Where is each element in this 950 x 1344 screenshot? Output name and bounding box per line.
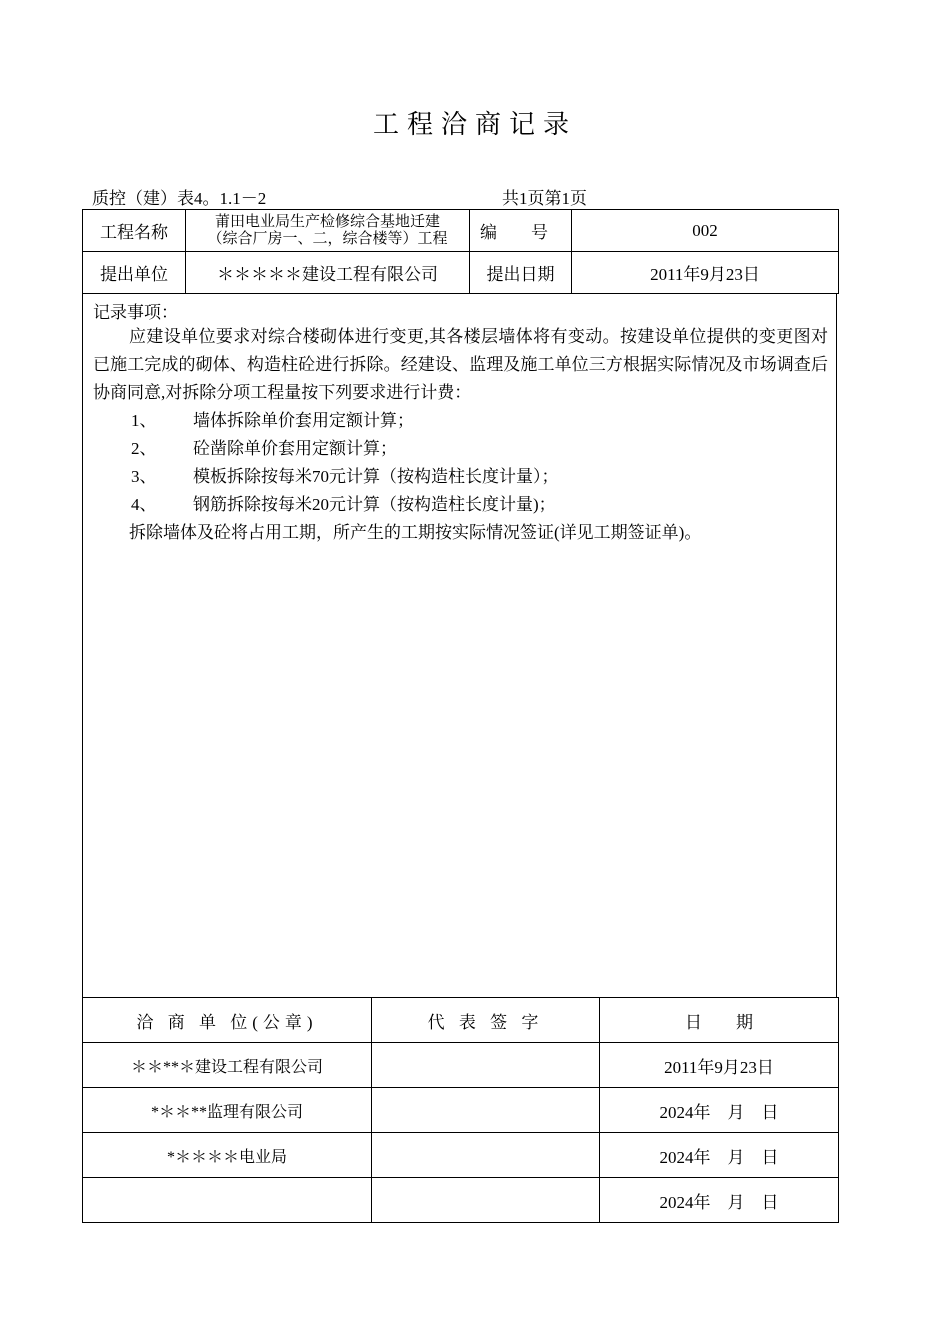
signature-row [83, 1178, 839, 1223]
signer-cell [372, 1178, 600, 1223]
record-closing: 拆除墙体及砼将占用工期，所产生的工期按实际情况签证(详见工期签证单)。 [129, 523, 702, 542]
record-section [82, 293, 837, 997]
header-table [82, 209, 839, 294]
item-number: 4、 [131, 495, 157, 514]
signature-row [83, 1043, 839, 1088]
page-info: 共1页第1页 [502, 189, 587, 208]
signer-cell [372, 1043, 600, 1088]
submitter-value: ＊＊＊＊＊建设工程有限公司 [186, 252, 470, 294]
record-heading: 记录事项： [93, 303, 178, 322]
date-value: 2011年9月23日 [572, 252, 839, 294]
project-name-label: 工程名称 [83, 210, 186, 252]
page-title: 工程洽商记录 [372, 110, 577, 140]
item-text: 墙体拆除单价套用定额计算； [193, 411, 414, 430]
unit-header: 洽 商 单 位(公章) [83, 998, 372, 1043]
item-number: 3、 [131, 467, 157, 486]
signer-cell [372, 1133, 600, 1178]
record-paragraph: 应建设单位要求对综合楼砌体进行变更,其各楼层墙体将有变动。按建设单位提供的变更图对已施工完成的砌体、构造柱砼进行拆除。经建设、监理及施工单位三方根据实际情况及市场调查后协商同意,对拆除分项工程量按下列要求进行计费： [93, 327, 828, 402]
unit-cell: ＊＊**＊建设工程有限公司 [83, 1043, 372, 1088]
signature-table [82, 997, 839, 1223]
signature-row [83, 1133, 839, 1178]
date-header: 日 期 [600, 998, 839, 1043]
date-cell: 2024年 月 日 [600, 1178, 839, 1223]
record-item [93, 491, 828, 519]
item-text: 砼凿除单价套用定额计算； [193, 439, 397, 458]
unit-cell [83, 1178, 372, 1223]
form-code: 质控（建）表4。1.1－2 [92, 189, 267, 208]
date-label: 提出日期 [470, 252, 572, 294]
submitter-label: 提出单位 [83, 252, 186, 294]
project-name-line2: （综合厂房一、二，综合楼等）工程 [207, 230, 448, 247]
item-number: 2、 [131, 439, 157, 458]
item-text: 模板拆除按每米70元计算（按构造柱长度计量）； [193, 467, 559, 486]
project-name-cell [186, 210, 470, 252]
record-item [93, 463, 828, 491]
date-cell: 2011年9月23日 [600, 1043, 839, 1088]
signature-row [83, 1088, 839, 1133]
unit-cell: *＊＊**监理有限公司 [83, 1088, 372, 1133]
item-number: 1、 [131, 411, 157, 430]
project-name-line1: 莆田电业局生产检修综合基地迁建 [214, 213, 440, 230]
date-cell: 2024年 月 日 [600, 1133, 839, 1178]
signer-header: 代 表 签 字 [372, 998, 600, 1043]
number-value: 002 [572, 210, 839, 252]
signer-cell [372, 1088, 600, 1133]
item-text: 钢筋拆除按每米20元计算（按构造柱长度计量)； [193, 495, 556, 514]
record-item [93, 407, 828, 435]
unit-cell: *＊＊＊＊电业局 [83, 1133, 372, 1178]
number-label: 编 号 [470, 210, 572, 252]
date-cell: 2024年 月 日 [600, 1088, 839, 1133]
record-item [93, 435, 828, 463]
